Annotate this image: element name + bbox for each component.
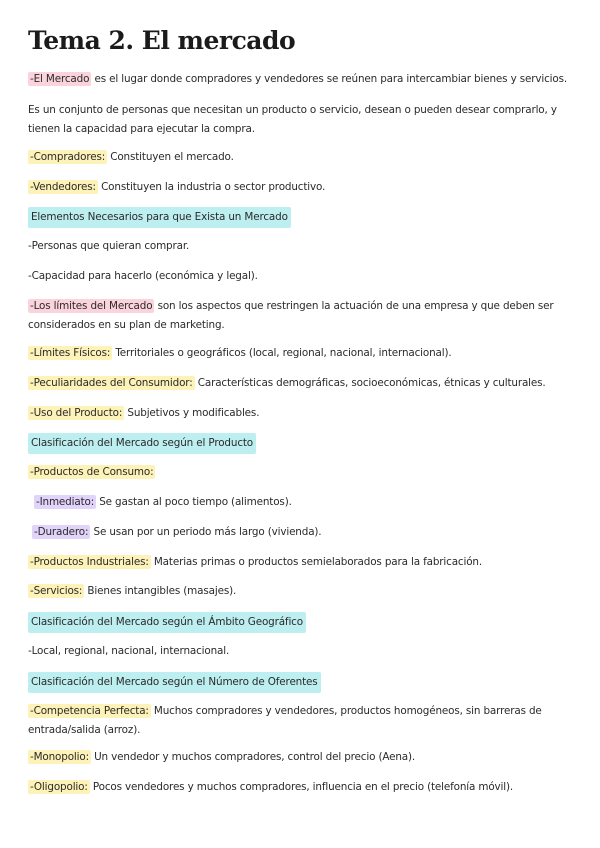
term-vendedores: -Vendedores: <box>30 181 96 193</box>
paragraph-monopolio <box>28 748 568 767</box>
term-el-mercado: -El Mercado <box>30 73 90 85</box>
paragraph-text: Pocos vendedores y muchos compradores, influencia en el precio (telefonía móvil). <box>89 781 514 793</box>
paragraph-productos-consumo <box>28 463 568 482</box>
paragraph-text: Muchos compradores y vendedores, productos homogéneos, sin barreras de entrada/salida (arroz). <box>28 705 542 736</box>
paragraph-capacidad <box>28 267 568 286</box>
term-uso-producto: -Uso del Producto: <box>30 407 123 419</box>
page-title: Tema 2. El mercado <box>28 26 296 55</box>
term-productos-industriales: -Productos Industriales: <box>30 556 149 568</box>
term-competencia-perfecta: -Competencia Perfecta: <box>30 705 149 717</box>
paragraph-mercado-definition <box>28 70 568 89</box>
paragraph-text: Características demográficas, socioeconómicas, étnicas y culturales. <box>194 377 546 389</box>
paragraph-text: Se gastan al poco tiempo (alimentos). <box>96 496 292 508</box>
term-productos-consumo: -Productos de Consumo: <box>30 466 154 478</box>
paragraph-text: Un vendedor y muchos compradores, control del precio (Aena). <box>90 751 416 763</box>
paragraph-duradero <box>32 523 572 542</box>
paragraph-text: Se usan por un periodo más largo (vivienda). <box>90 526 322 538</box>
term-inmediato: -Inmediato: <box>36 496 95 508</box>
paragraph-text: Territoriales o geográficos (local, regional, nacional, internacional). <box>112 347 452 359</box>
paragraph-text: Materias primas o productos semielaborados para la fabricación. <box>150 556 483 568</box>
paragraph-limites-fisicos <box>28 344 568 363</box>
paragraph-text: -Local, regional, nacional, internacional. <box>28 645 230 657</box>
paragraph-conjunto <box>28 101 568 139</box>
term-oligopolio: -Oligopolio: <box>30 781 88 793</box>
paragraph-limites-mercado <box>28 297 568 335</box>
paragraph-text: Bienes intangibles (masajes). <box>84 585 237 597</box>
section-heading-geografico <box>28 612 568 633</box>
definition-text: es el lugar donde compradores y vendedores se reúnen para intercambiar bienes y servicios. <box>91 73 568 85</box>
paragraph-peculiaridades <box>28 374 568 393</box>
term-duradero: -Duradero: <box>34 526 89 538</box>
term-limites-mercado: -Los límites del Mercado <box>30 300 153 312</box>
term-compradores: -Compradores: <box>30 151 106 163</box>
paragraph-text: Constituyen la industria o sector productivo. <box>97 181 326 193</box>
section-heading-producto <box>28 433 568 454</box>
paragraph-compradores <box>28 148 568 167</box>
paragraph-personas <box>28 237 568 256</box>
paragraph-local <box>28 642 568 661</box>
paragraph-uso-producto <box>28 404 568 423</box>
heading-text: Clasificación del Mercado según el Número de Oferentes <box>28 672 321 693</box>
heading-text: Elementos Necesarios para que Exista un Mercado <box>28 207 291 228</box>
paragraph-text: -Capacidad para hacerlo (económica y legal). <box>28 270 258 282</box>
section-heading-elementos <box>28 207 568 228</box>
paragraph-servicios <box>28 582 568 601</box>
paragraph-competencia-perfecta <box>28 702 568 740</box>
paragraph-text: -Personas que quieran comprar. <box>28 240 190 252</box>
paragraph-inmediato <box>34 493 574 512</box>
paragraph-oligopolio <box>28 778 568 797</box>
paragraph-text: son los aspectos que restringen la actuación de una empresa y que deben ser considerados en su plan de marketing. <box>28 300 554 331</box>
term-servicios: -Servicios: <box>30 585 83 597</box>
heading-text: Clasificación del Mercado según el Producto <box>28 433 256 454</box>
paragraph-productos-industriales <box>28 553 568 572</box>
paragraph-text: Constituyen el mercado. <box>107 151 234 163</box>
term-peculiaridades: -Peculiaridades del Consumidor: <box>30 377 193 389</box>
heading-text: Clasificación del Mercado según el Ámbito Geográfico <box>28 612 306 633</box>
paragraph-vendedores <box>28 178 568 197</box>
paragraph-text: Subjetivos y modificables. <box>124 407 260 419</box>
term-limites-fisicos: -Límites Físicos: <box>30 347 111 359</box>
section-heading-oferentes <box>28 672 568 693</box>
term-monopolio: -Monopolio: <box>30 751 89 763</box>
paragraph-text: Es un conjunto de personas que necesitan un producto o servicio, desean o pueden desear comprarlo, y tienen la capacidad para ejecutar la compra. <box>28 104 557 135</box>
